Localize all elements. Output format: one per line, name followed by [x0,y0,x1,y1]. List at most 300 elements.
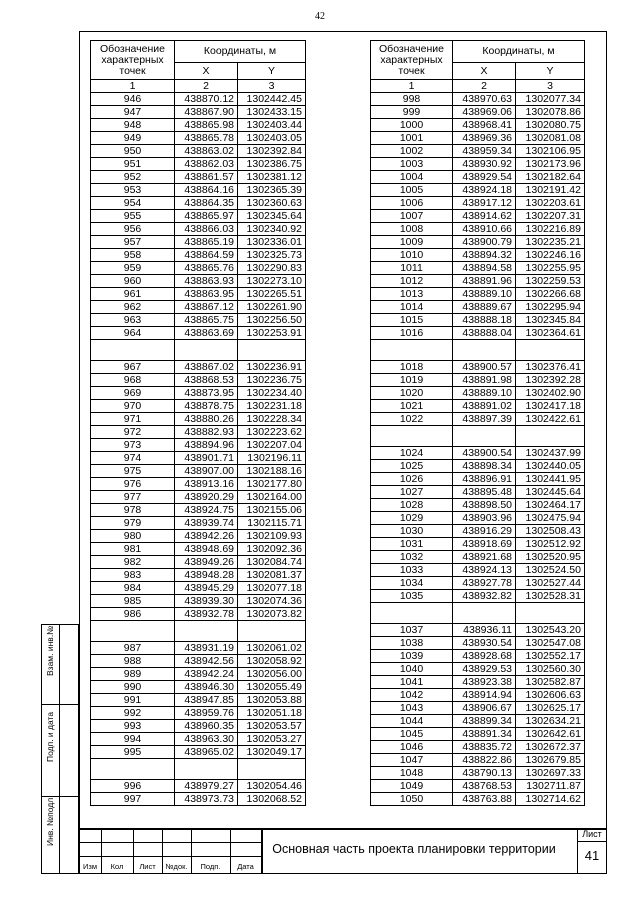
point-number-cell: 952 [91,171,175,184]
y-coordinate-cell: 1302115.71 [238,517,306,530]
point-number-cell: 956 [91,223,175,236]
table-row [371,460,585,473]
table-row [371,400,585,413]
y-coordinate-cell: 1302235.21 [516,236,585,249]
y-coordinate-cell: 1302055.49 [238,681,306,694]
table-row [371,387,585,400]
x-coordinate-cell: 438900.79 [453,236,516,249]
table-row [371,184,585,197]
y-coordinate-cell: 1302547.08 [516,637,585,650]
y-coordinate-cell: 1302188.16 [238,465,306,478]
tb-label-izm: Изм [83,862,97,871]
x-coordinate-cell: 438865.75 [175,314,238,327]
y-coordinate-cell: 1302266.68 [516,288,585,301]
x-coordinate-cell: 438863.69 [175,327,238,340]
y-coordinate-cell: 1302216.89 [516,223,585,236]
table-row [371,340,585,361]
x-coordinate-cell [453,340,516,361]
stamp-label-podp-data: Подп. и дата [45,711,55,762]
y-coordinate-cell: 1302077.18 [238,582,306,595]
y-coordinate-cell: 1302442.45 [238,93,306,106]
x-coordinate-cell: 438965.02 [175,746,238,759]
y-coordinate-cell: 1302528.31 [516,590,585,603]
x-coordinate-cell: 438863.93 [175,275,238,288]
x-coordinate-cell: 438968.41 [453,119,516,132]
table-row [91,746,306,759]
point-number-cell: 1047 [371,754,453,767]
y-coordinate-cell: 1302155.06 [238,504,306,517]
table-row [91,249,306,262]
y-coordinate-cell: 1302403.05 [238,132,306,145]
point-number-cell: 974 [91,452,175,465]
x-coordinate-cell: 438866.03 [175,223,238,236]
tb-label-data: Дата [237,862,254,871]
x-coordinate-cell: 438914.94 [453,689,516,702]
header-index-3: 3 [238,80,306,93]
table-row [91,655,306,668]
y-coordinate-cell: 1302053.27 [238,733,306,746]
table-row [91,452,306,465]
y-coordinate-cell: 1302092.36 [238,543,306,556]
point-number-cell: 985 [91,595,175,608]
tb-label-list: Лист [139,862,156,871]
point-number-cell: 1012 [371,275,453,288]
table-row [91,733,306,746]
point-number-cell: 1006 [371,197,453,210]
point-number-cell: 999 [371,106,453,119]
y-coordinate-cell: 1302164.00 [238,491,306,504]
point-number-cell: 990 [91,681,175,694]
table-row [371,210,585,223]
point-number-cell: 1011 [371,262,453,275]
y-coordinate-cell: 1302068.52 [238,793,306,806]
point-number-cell: 968 [91,374,175,387]
y-coordinate-cell: 1302524.50 [516,564,585,577]
point-number-cell: 970 [91,400,175,413]
point-number-cell: 1013 [371,288,453,301]
point-number-cell: 991 [91,694,175,707]
x-coordinate-cell: 438932.82 [453,590,516,603]
table-row [371,413,585,426]
x-coordinate-cell: 438973.73 [175,793,238,806]
point-number-cell: 1046 [371,741,453,754]
point-number-cell [371,426,453,447]
x-coordinate-cell: 438865.78 [175,132,238,145]
point-number-cell: 1009 [371,236,453,249]
y-coordinate-cell: 1302402.90 [516,387,585,400]
y-coordinate-cell: 1302560.30 [516,663,585,676]
x-coordinate-cell: 438970.63 [453,93,516,106]
point-number-cell: 1040 [371,663,453,676]
x-coordinate-cell: 438936.11 [453,624,516,637]
table-row [91,236,306,249]
y-coordinate-cell: 1302265.51 [238,288,306,301]
table-row [91,720,306,733]
point-number-cell [91,340,175,361]
table-row [91,439,306,452]
x-coordinate-cell: 438822.86 [453,754,516,767]
table-row [371,637,585,650]
y-coordinate-cell: 1302207.04 [238,439,306,452]
point-number-cell: 1043 [371,702,453,715]
table-row [371,603,585,624]
x-coordinate-cell: 438891.02 [453,400,516,413]
point-number-cell: 1034 [371,577,453,590]
table-row [371,171,585,184]
coordinates-table-right [370,40,585,806]
x-coordinate-cell [453,603,516,624]
table-row [371,327,585,340]
x-coordinate-cell: 438867.90 [175,106,238,119]
x-coordinate-cell: 438969.06 [453,106,516,119]
y-coordinate-cell: 1302054.46 [238,780,306,793]
y-coordinate-cell: 1302081.37 [238,569,306,582]
table-row [91,119,306,132]
x-coordinate-cell: 438864.59 [175,249,238,262]
x-coordinate-cell: 438920.29 [175,491,238,504]
y-coordinate-cell: 1302642.61 [516,728,585,741]
y-coordinate-cell: 1302365.39 [238,184,306,197]
stamp-cell-vzam [42,625,78,705]
point-number-cell: 972 [91,426,175,439]
table-row [91,106,306,119]
y-coordinate-cell: 1302231.18 [238,400,306,413]
table-row [91,93,306,106]
x-coordinate-cell: 438930.92 [453,158,516,171]
y-coordinate-cell: 1302053.88 [238,694,306,707]
y-coordinate-cell: 1302340.92 [238,223,306,236]
table-row [91,681,306,694]
x-coordinate-cell: 438763.88 [453,793,516,806]
document-title: Основная часть проекта планировки территории [272,842,556,856]
point-number-cell: 1014 [371,301,453,314]
table-row [371,223,585,236]
y-coordinate-cell: 1302543.20 [516,624,585,637]
point-number-cell: 1016 [371,327,453,340]
point-number-cell: 950 [91,145,175,158]
x-coordinate-cell: 438959.76 [175,707,238,720]
y-coordinate-cell: 1302625.17 [516,702,585,715]
table-row [91,327,306,340]
x-coordinate-cell: 438891.96 [453,275,516,288]
point-number-cell: 994 [91,733,175,746]
y-coordinate-cell [238,340,306,361]
x-coordinate-cell: 438959.34 [453,145,516,158]
point-number-cell [371,340,453,361]
point-number-cell: 1024 [371,447,453,460]
y-coordinate-cell: 1302527.44 [516,577,585,590]
y-coordinate-cell: 1302552.17 [516,650,585,663]
y-coordinate-cell: 1302325.73 [238,249,306,262]
table-row [91,387,306,400]
y-coordinate-cell: 1302345.84 [516,314,585,327]
left-table-body [91,93,306,806]
table-row [371,663,585,676]
y-coordinate-cell: 1302440.05 [516,460,585,473]
title-block [79,828,607,874]
y-coordinate-cell: 1302512.92 [516,538,585,551]
x-coordinate-cell: 438894.32 [453,249,516,262]
table-row [91,491,306,504]
y-coordinate-cell: 1302433.15 [238,106,306,119]
table-row [91,694,306,707]
table-row [371,754,585,767]
x-coordinate-cell: 438898.34 [453,460,516,473]
header-designation: Обозначение характерных точек [91,41,175,80]
table-row [91,668,306,681]
x-coordinate-cell: 438917.12 [453,197,516,210]
table-row [371,132,585,145]
table-row [91,517,306,530]
point-number-cell: 948 [91,119,175,132]
y-coordinate-cell: 1302049.17 [238,746,306,759]
point-number-cell: 953 [91,184,175,197]
point-number-cell [371,603,453,624]
header-index-1: 1 [371,80,453,93]
y-coordinate-cell: 1302508.43 [516,525,585,538]
y-coordinate-cell: 1302697.33 [516,767,585,780]
point-number-cell: 969 [91,387,175,400]
point-number-cell: 1029 [371,512,453,525]
y-coordinate-cell [516,426,585,447]
table-row [371,793,585,806]
point-number-cell: 976 [91,478,175,491]
point-number-cell: 1021 [371,400,453,413]
y-coordinate-cell: 1302345.64 [238,210,306,223]
table-row [91,288,306,301]
y-coordinate-cell [516,340,585,361]
x-coordinate-cell: 438910.66 [453,223,516,236]
y-coordinate-cell: 1302191.42 [516,184,585,197]
x-coordinate-cell: 438948.28 [175,569,238,582]
point-number-cell: 1025 [371,460,453,473]
sheet-label: Лист [582,829,602,839]
tb-label-ndok: №док. [165,862,188,871]
x-coordinate-cell: 438942.26 [175,530,238,543]
point-number-cell: 1041 [371,676,453,689]
table-row [91,642,306,655]
table-row [91,361,306,374]
table-row [91,582,306,595]
y-coordinate-cell: 1302634.21 [516,715,585,728]
x-coordinate-cell: 438948.69 [175,543,238,556]
point-number-cell: 1026 [371,473,453,486]
y-coordinate-cell: 1302109.93 [238,530,306,543]
y-coordinate-cell: 1302441.95 [516,473,585,486]
table-row [371,473,585,486]
x-coordinate-cell: 438914.62 [453,210,516,223]
point-number-cell: 983 [91,569,175,582]
table-row [91,504,306,517]
x-coordinate-cell: 438918.69 [453,538,516,551]
x-coordinate-cell: 438942.56 [175,655,238,668]
x-coordinate-cell: 438897.39 [453,413,516,426]
y-coordinate-cell [516,603,585,624]
x-coordinate-cell: 438930.54 [453,637,516,650]
y-coordinate-cell: 1302078.86 [516,106,585,119]
table-row [371,538,585,551]
x-coordinate-cell: 438942.24 [175,668,238,681]
coordinates-table-left [90,40,306,806]
x-coordinate-cell: 438901.71 [175,452,238,465]
header-y: Y [238,63,306,80]
x-coordinate-cell: 438928.68 [453,650,516,663]
y-coordinate-cell: 1302256.50 [238,314,306,327]
x-coordinate-cell: 438790.13 [453,767,516,780]
stamp-cell-podp [42,705,78,797]
x-coordinate-cell: 438880.26 [175,413,238,426]
y-coordinate-cell: 1302236.91 [238,361,306,374]
y-coordinate-cell: 1302422.61 [516,413,585,426]
side-stamp [41,624,79,874]
y-coordinate-cell: 1302672.37 [516,741,585,754]
point-number-cell: 1032 [371,551,453,564]
x-coordinate-cell: 438894.58 [453,262,516,275]
y-coordinate-cell: 1302255.95 [516,262,585,275]
y-coordinate-cell: 1302077.34 [516,93,585,106]
point-number-cell: 997 [91,793,175,806]
y-coordinate-cell: 1302073.82 [238,608,306,621]
x-coordinate-cell: 438865.19 [175,236,238,249]
y-coordinate-cell: 1302403.44 [238,119,306,132]
y-coordinate-cell: 1302360.63 [238,197,306,210]
x-coordinate-cell: 438888.04 [453,327,516,340]
x-coordinate-cell: 438939.30 [175,595,238,608]
y-coordinate-cell: 1302173.96 [516,158,585,171]
y-coordinate-cell: 1302074.36 [238,595,306,608]
y-coordinate-cell: 1302606.63 [516,689,585,702]
x-coordinate-cell: 438889.10 [453,288,516,301]
point-number-cell: 982 [91,556,175,569]
table-row [91,465,306,478]
y-coordinate-cell: 1302228.34 [238,413,306,426]
y-coordinate-cell [238,621,306,642]
y-coordinate-cell: 1302203.61 [516,197,585,210]
stamp-label-vzam-inv: Взам. инв.№ [45,625,55,676]
table-row [371,158,585,171]
table-row [91,707,306,720]
table-row [91,132,306,145]
x-coordinate-cell: 438907.00 [175,465,238,478]
point-number-cell: 1022 [371,413,453,426]
point-number-cell: 996 [91,780,175,793]
y-coordinate-cell: 1302058.92 [238,655,306,668]
x-coordinate-cell: 438894.96 [175,439,238,452]
sheet-number: 41 [584,848,600,863]
table-row [371,767,585,780]
table-row [371,374,585,387]
table-row [371,288,585,301]
x-coordinate-cell: 438896.91 [453,473,516,486]
table-row [371,499,585,512]
header-coordinates: Координаты, м [453,41,585,63]
table-row [91,262,306,275]
x-coordinate-cell: 438923.38 [453,676,516,689]
point-number-cell: 1001 [371,132,453,145]
x-coordinate-cell: 438889.10 [453,387,516,400]
x-coordinate-cell: 438873.95 [175,387,238,400]
point-number-cell: 949 [91,132,175,145]
point-number-cell: 998 [371,93,453,106]
table-row [371,512,585,525]
point-number-cell: 988 [91,655,175,668]
x-coordinate-cell: 438913.16 [175,478,238,491]
point-number-cell: 1003 [371,158,453,171]
table-row [91,569,306,582]
x-coordinate-cell: 438898.50 [453,499,516,512]
y-coordinate-cell: 1302437.99 [516,447,585,460]
table-row [91,780,306,793]
point-number-cell: 1042 [371,689,453,702]
table-row [371,197,585,210]
table-row [371,262,585,275]
x-coordinate-cell: 438900.54 [453,447,516,460]
table-row [371,145,585,158]
stamp-cell-inv [42,797,78,873]
x-coordinate-cell: 438963.30 [175,733,238,746]
point-number-cell: 1045 [371,728,453,741]
point-number-cell: 958 [91,249,175,262]
table-row [91,184,306,197]
x-coordinate-cell: 438768.53 [453,780,516,793]
point-number-cell: 1015 [371,314,453,327]
x-coordinate-cell: 438931.19 [175,642,238,655]
point-number-cell: 978 [91,504,175,517]
x-coordinate-cell: 438899.34 [453,715,516,728]
x-coordinate-cell: 438946.30 [175,681,238,694]
point-number-cell: 962 [91,301,175,314]
x-coordinate-cell: 438882.93 [175,426,238,439]
point-number-cell: 977 [91,491,175,504]
x-coordinate-cell: 438949.26 [175,556,238,569]
point-number-cell: 964 [91,327,175,340]
point-number-cell: 960 [91,275,175,288]
table-row [91,530,306,543]
table-row [91,223,306,236]
stamp-label-inv-podl: Инв. №подл. [45,795,55,846]
y-coordinate-cell: 1302056.00 [238,668,306,681]
x-coordinate-cell: 438864.16 [175,184,238,197]
x-coordinate-cell: 438867.12 [175,301,238,314]
x-coordinate-cell: 438969.36 [453,132,516,145]
point-number-cell: 1031 [371,538,453,551]
y-coordinate-cell: 1302464.17 [516,499,585,512]
table-row [371,624,585,637]
y-coordinate-cell: 1302336.01 [238,236,306,249]
y-coordinate-cell: 1302582.87 [516,676,585,689]
point-number-cell: 1039 [371,650,453,663]
table-row [371,314,585,327]
x-coordinate-cell [175,759,238,780]
point-number-cell: 1049 [371,780,453,793]
x-coordinate-cell: 438932.78 [175,608,238,621]
x-coordinate-cell: 438867.02 [175,361,238,374]
point-number-cell: 961 [91,288,175,301]
point-number-cell: 1007 [371,210,453,223]
point-number-cell: 979 [91,517,175,530]
table-row [371,650,585,663]
table-row [91,197,306,210]
y-coordinate-cell: 1302080.75 [516,119,585,132]
table-row [371,361,585,374]
y-coordinate-cell: 1302223.62 [238,426,306,439]
x-coordinate-cell: 438939.74 [175,517,238,530]
x-coordinate-cell: 438861.57 [175,171,238,184]
y-coordinate-cell: 1302236.75 [238,374,306,387]
table-row [371,702,585,715]
table-row [91,171,306,184]
y-coordinate-cell: 1302259.53 [516,275,585,288]
